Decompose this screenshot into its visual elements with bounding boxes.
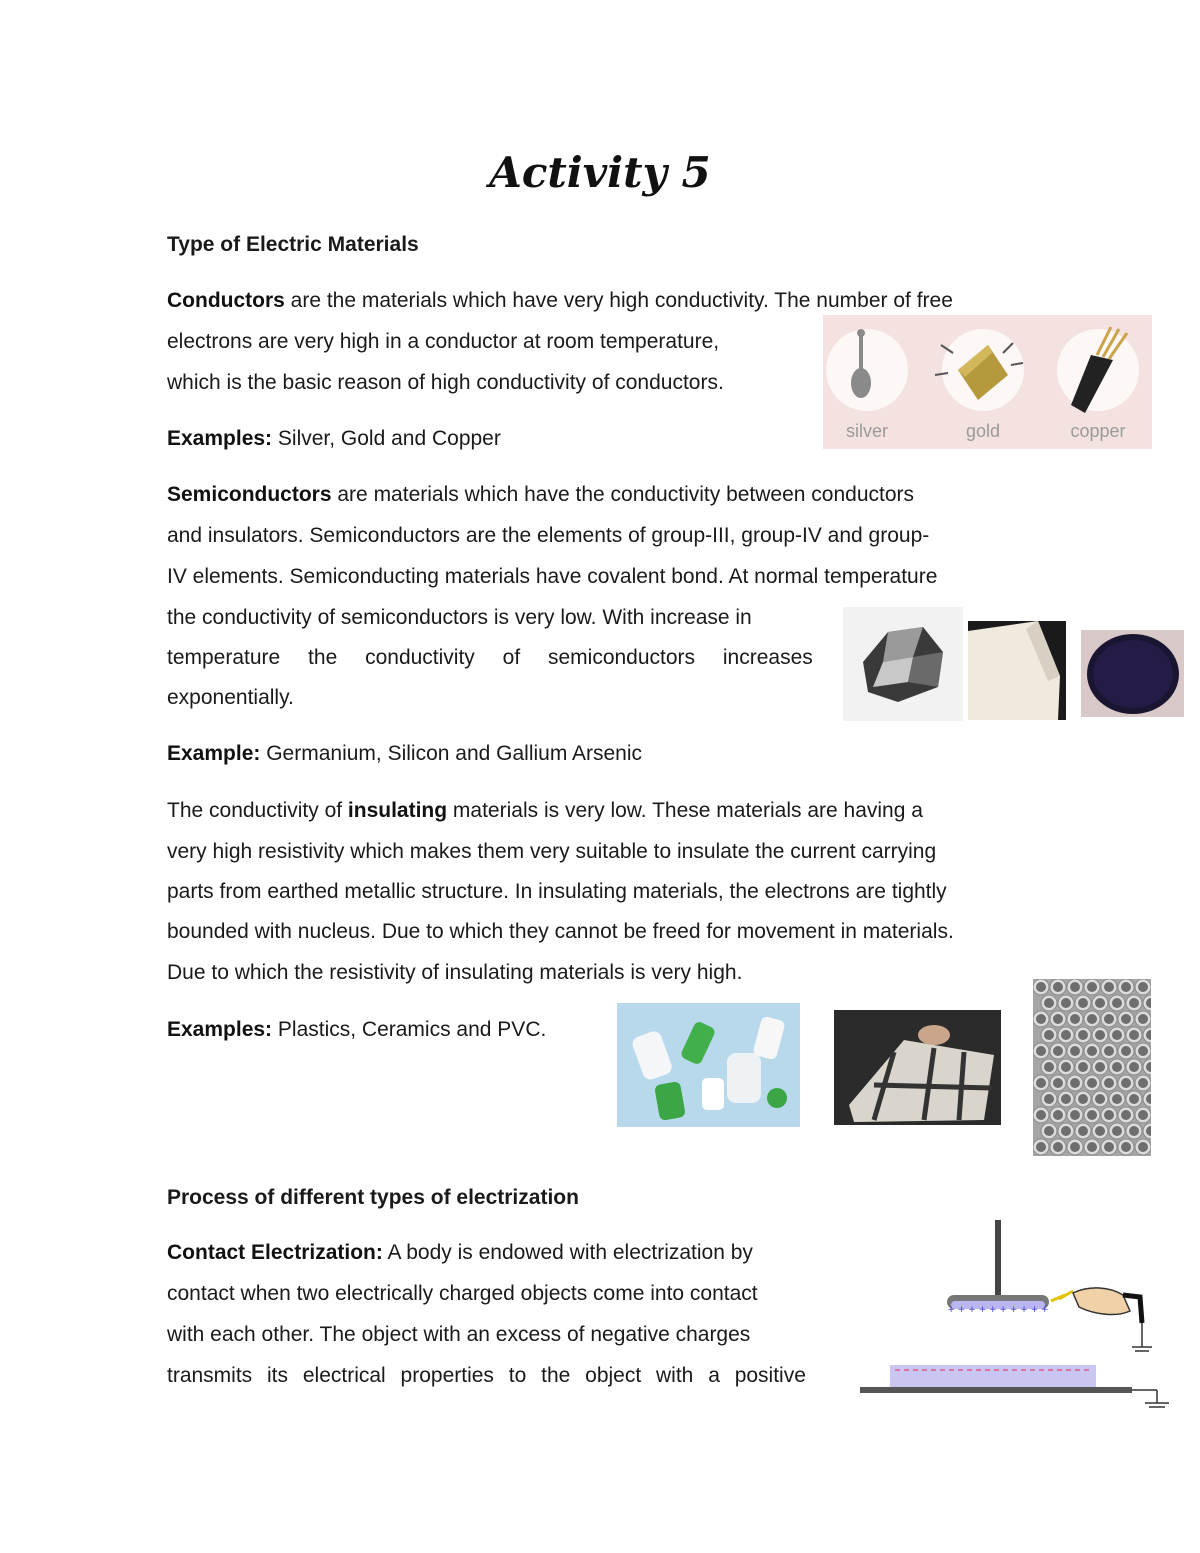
insulators-text-1: materials is very low. These materials are having a [447,799,923,822]
conductors-line-3: which is the basic reason of high conductivity of conductors. [167,371,724,394]
semiconductors-example [167,733,642,774]
conductors-examples [167,418,501,459]
insulators-line-1 [167,790,1032,831]
svg-text:+ + + + + + + + + +: + + + + + + + + + + [947,1305,1049,1315]
image-label-copper: copper [1070,421,1126,441]
semiconductors-example-text: Germanium, Silicon and Gallium Arsenic [260,742,643,765]
insulators-text-pre: The conductivity of [167,799,348,822]
conductors-examples-text: Silver, Gold and Copper [272,427,501,450]
insulators-examples [167,1009,546,1050]
semiconductors-line-3: IV elements. Semiconducting materials have covalent bond. At normal temperature [167,565,938,588]
examples-label: Examples: [167,427,273,450]
insulating-term: insulating [347,799,448,822]
contact-line-4: transmits its electrical properties to the object with a positive [167,1364,806,1387]
contact-line-1 [167,1232,839,1273]
ceramics-photo [834,1010,1001,1125]
semiconductors-line-1 [167,474,1032,515]
silicon-photo [968,621,1066,720]
conductors-illustration [823,315,1152,449]
contact-electrization-diagram [855,1215,1175,1415]
insulators-line-3: parts from earthed metallic structure. In insulating materials, the electrons are tightly [167,880,947,903]
contact-line-3: with each other. The object with an excess of negative charges [167,1323,751,1346]
example-label: Example: [167,742,261,765]
conductors-line-2 [167,321,807,362]
plastics-photo [617,1003,800,1127]
contact-electrization-term: Contact Electrization: [167,1241,383,1264]
semiconductors-term: Semiconductors [167,483,332,506]
pvc-pipes-photo [1033,979,1151,1156]
insulators-line-4: bounded with nucleus. Due to which they cannot be freed for movement in materials. [167,920,954,943]
semiconductors-line-4: the conductivity of semiconductors is very low. With increase in [167,606,752,629]
conductors-image [823,315,1152,449]
image-label-silver: silver [845,421,889,441]
insulators-line-2: very high resistivity which makes them very suitable to insulate the current carrying [167,840,937,863]
semiconductors-line-2: and insulators. Semiconductors are the elements of group-III, group-IV and group- [167,524,930,547]
gallium-arsenide-photo [1081,630,1184,717]
insulators-examples-text: Plastics, Ceramics and PVC. [272,1018,547,1041]
page-title: Activity 5 [489,148,711,197]
insulators-examples-label: Examples: [167,1018,273,1041]
conductors-text-2: electrons are very high in a conductor at room temperature, [167,330,720,353]
image-label-gold: gold [965,421,1001,441]
section-heading-materials: Type of Electric Materials [167,233,419,256]
conductors-term: Conductors [167,289,285,312]
section-heading-electrization: Process of different types of electrization [167,1186,579,1209]
semiconductors-line-5: temperature the conductivity of semiconductors increases [167,646,813,669]
conductors-text-1: are the materials which have very high conductivity. The number of free [284,289,953,312]
germanium-photo [843,607,963,721]
semiconductors-text-1: are materials which have the conductivity between conductors [331,483,915,506]
contact-text-1: A body is endowed with electrization by [382,1241,753,1264]
contact-line-2: contact when two electrically charged objects come into contact [167,1282,758,1305]
insulators-line-5: Due to which the resistivity of insulating materials is very high. [167,961,743,984]
semiconductors-line-6: exponentially. [167,686,294,709]
